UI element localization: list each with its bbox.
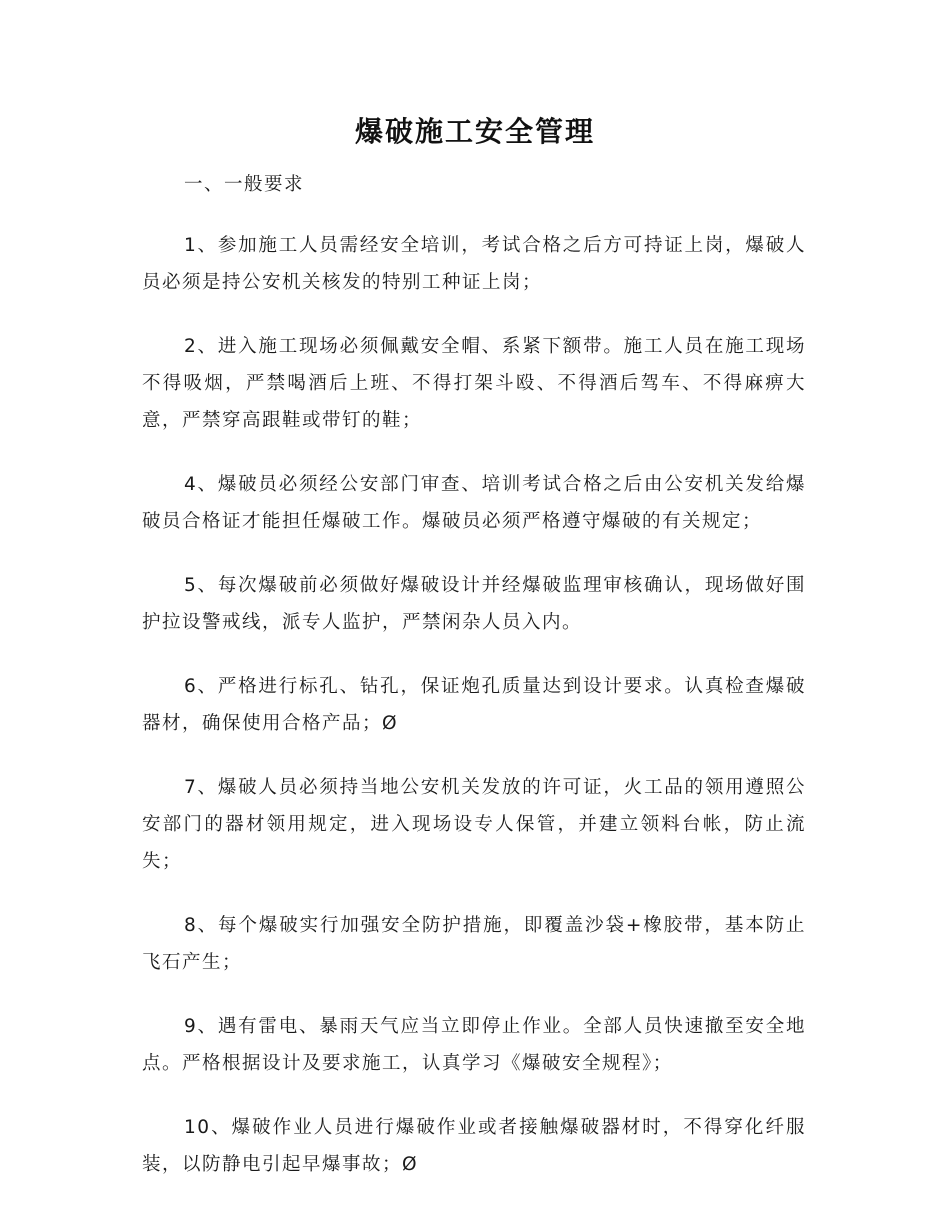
paragraph-8: 8、每个爆破实行加强安全防护措施，即覆盖沙袋+橡胶带，基本防止飞石产生； <box>142 915 806 973</box>
paragraph-9: 9、遇有雷电、暴雨天气应当立即停止作业。全部人员快速撤至安全地点。严格根据设计及要求施工，认真学习《爆破安全规程》； <box>142 1016 806 1074</box>
paragraph-1: 1、参加施工人员需经安全培训，考试合格之后方可持证上岗，爆破人员必须是持公安机关核发的特别工种证上岗； <box>142 235 806 293</box>
paragraph-6: 6、严格进行标孔、钻孔，保证炮孔质量达到设计要求。认真检查爆破器材，确保使用合格产品；Ø <box>142 676 806 734</box>
paragraph-5: 5、每次爆破前必须做好爆破设计并经爆破监理审核确认，现场做好围护拉设警戒线，派专人监护，严禁闲杂人员入内。 <box>142 575 806 633</box>
paragraph-4: 4、爆破员必须经公安部门审查、培训考试合格之后由公安机关发给爆破员合格证才能担任爆破工作。爆破员必须严格遵守爆破的有关规定； <box>142 474 806 532</box>
paragraph-2: 2、进入施工现场必须佩戴安全帽、系紧下额带。施工人员在施工现场不得吸烟，严禁喝酒后上班、不得打架斗殴、不得酒后驾车、不得麻痹大意，严禁穿高跟鞋或带钉的鞋； <box>142 336 806 431</box>
paragraph-7: 7、爆破人员必须持当地公安机关发放的许可证，火工品的领用遵照公安部门的器材领用规定，进入现场设专人保管，并建立领料台帐，防止流失； <box>142 777 806 872</box>
document-title: 爆破施工安全管理 <box>354 115 595 148</box>
paragraph-10: 10、爆破作业人员进行爆破作业或者接触爆破器材时，不得穿化纤服装，以防静电引起早爆事故；Ø <box>142 1117 806 1175</box>
section-heading: 一、一般要求 <box>184 174 305 195</box>
document-body <box>142 166 806 1210</box>
